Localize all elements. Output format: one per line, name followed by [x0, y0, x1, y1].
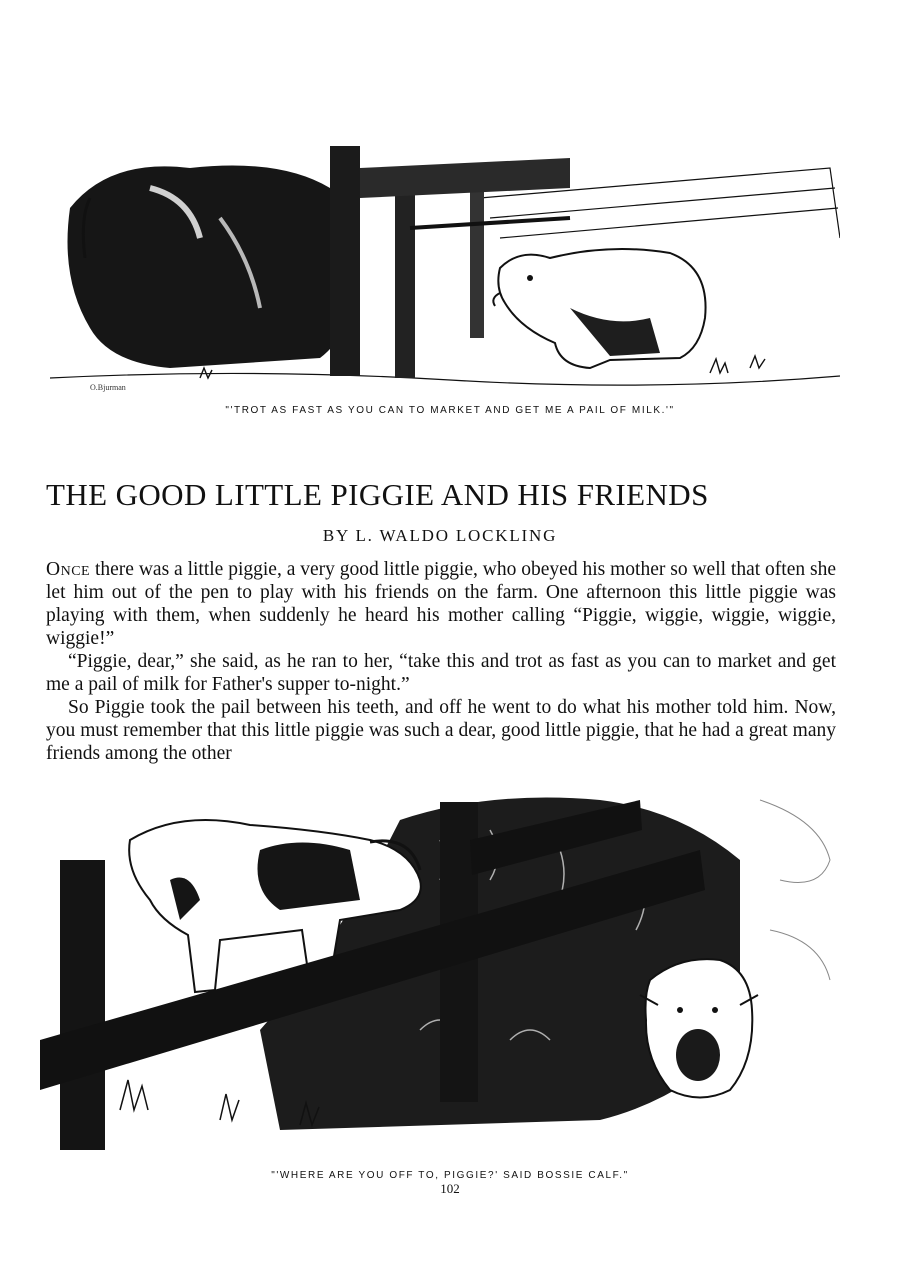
- page-number: 102: [440, 1181, 460, 1196]
- bottom-illustration-caption: "'WHERE ARE YOU OFF TO, PIGGIE?' SAID BOSSIE CALF.": [271, 1170, 629, 1181]
- story-paragraph: “Piggie, dear,” she said, as he ran to her, “take this and trot as fast as you can to market and get me a pail of milk for Father's supper to-night.”: [46, 651, 836, 695]
- story-paragraph: Once there was a little piggie, a very good little piggie, who obeyed his mother so well that often she let him out of the pen to play with his friends on the farm. One afternoon this little piggie was playing with them, when suddenly he heard his mother calling “Piggie, wiggie, wiggie, wiggie, wiggie!”: [46, 559, 836, 649]
- drop-lead-word: Once: [46, 559, 91, 580]
- bottom-illustration: [40, 780, 840, 1152]
- article-body: [46, 558, 836, 765]
- article-title: THE GOOD LITTLE PIGGIE AND HIS FRIENDS: [46, 477, 709, 512]
- top-illustration: [50, 128, 840, 396]
- illustrator-signature: O.Bjurman: [90, 383, 126, 392]
- top-illustration-caption: "'TROT AS FAST AS YOU CAN TO MARKET AND GET ME A PAIL OF MILK.'": [225, 405, 675, 416]
- story-paragraph: So Piggie took the pail between his teeth, and off he went to do what his mother told him. Now, you must remember that this little piggie was such a dear, good little piggie, that he had a great many friends among the other: [46, 697, 836, 764]
- article-byline: BY L. WALDO LOCKLING: [322, 526, 558, 545]
